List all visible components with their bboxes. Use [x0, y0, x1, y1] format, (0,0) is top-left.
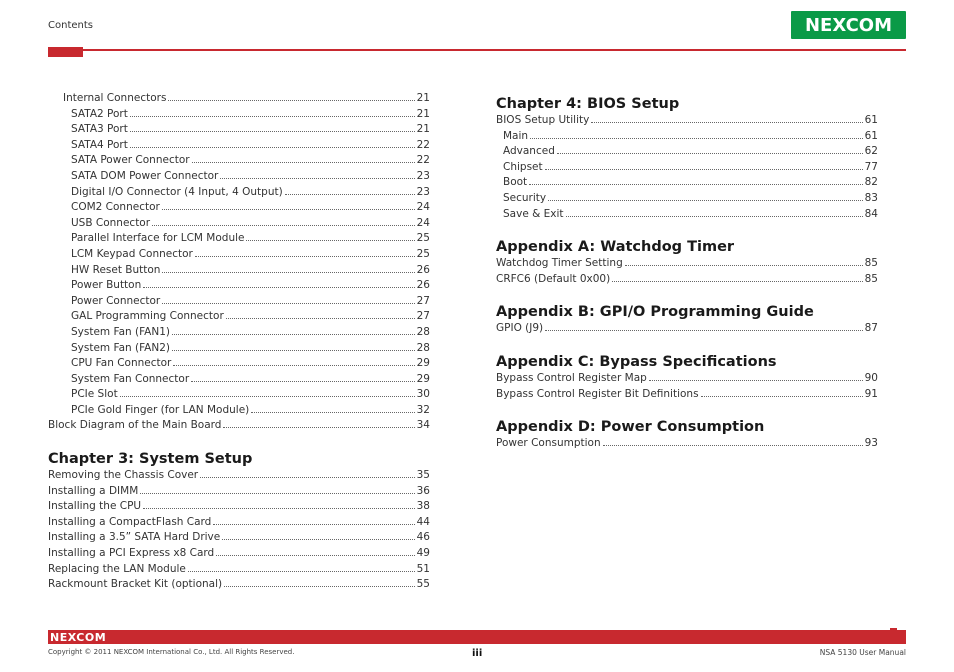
- toc-entry-page: 24: [416, 201, 430, 214]
- toc-entry[interactable]: [48, 170, 430, 186]
- dot-leader: [162, 201, 415, 210]
- toc-entry-title: PCIe Slot: [71, 388, 118, 401]
- toc-entry-page: 29: [416, 372, 430, 385]
- toc-entry-title: USB Connector: [71, 216, 151, 229]
- header-accent-block: [48, 47, 83, 57]
- toc-entry-title: Boot: [503, 176, 528, 189]
- toc-entry-title: COM2 Connector: [71, 201, 160, 214]
- toc-entry[interactable]: [48, 248, 430, 264]
- toc-entry-title: Block Diagram of the Main Board: [48, 419, 222, 432]
- toc-entry-title: Chipset: [503, 160, 543, 173]
- dot-leader: [213, 516, 414, 525]
- dot-leader: [216, 547, 414, 556]
- toc-entry-page: 90: [864, 371, 878, 384]
- toc-entry[interactable]: [48, 295, 430, 311]
- header-divider-line: [83, 49, 906, 51]
- toc-entry-page: 61: [864, 114, 878, 126]
- toc-entry[interactable]: [48, 563, 430, 579]
- toc-entry[interactable]: [496, 176, 878, 192]
- dot-leader: [603, 437, 863, 446]
- toc-entry-page: 25: [416, 247, 430, 260]
- toc-entry[interactable]: [48, 469, 430, 485]
- toc-entry[interactable]: [496, 130, 878, 146]
- toc-entry-title: System Fan (FAN1): [71, 325, 170, 338]
- chapter-heading: Appendix A: Watchdog Timer: [496, 239, 735, 256]
- dot-leader: [545, 322, 862, 331]
- toc-entry-page: 91: [864, 387, 878, 400]
- toc-entry[interactable]: [48, 404, 430, 420]
- toc-entry-page: 28: [416, 341, 430, 354]
- toc-entry[interactable]: [496, 322, 878, 338]
- chapter-heading: Appendix D: Power Consumption: [496, 419, 765, 436]
- toc-entry-title: Internal Connectors: [63, 92, 167, 104]
- nexcom-logo: NEXCOM: [791, 11, 906, 39]
- toc-entry[interactable]: [48, 326, 430, 342]
- chapter-heading: Appendix B: GPI/O Programming Guide: [496, 304, 814, 321]
- toc-entry[interactable]: [48, 154, 430, 170]
- dot-leader: [224, 578, 415, 587]
- toc-entry[interactable]: [48, 201, 430, 217]
- toc-entry[interactable]: [48, 232, 430, 248]
- toc-entry[interactable]: [48, 485, 430, 501]
- dot-leader: [168, 92, 414, 101]
- toc-entry-page: 30: [416, 388, 430, 401]
- dot-leader: [566, 208, 863, 217]
- dot-leader: [143, 500, 415, 509]
- dot-leader: [223, 419, 414, 428]
- toc-entry-title: Security: [503, 191, 547, 204]
- toc-entry-page: 84: [864, 207, 878, 220]
- toc-entry[interactable]: [48, 310, 430, 326]
- toc-entry-title: BIOS Setup Utility: [496, 114, 590, 126]
- toc-entry-page: 38: [416, 500, 430, 513]
- toc-entry-title: System Fan (FAN2): [71, 341, 170, 354]
- toc-entry-title: HW Reset Button: [71, 263, 161, 276]
- toc-entry-page: 32: [416, 403, 430, 416]
- toc-entry[interactable]: [48, 531, 430, 547]
- toc-entry-page: 28: [416, 325, 430, 338]
- toc-entry[interactable]: [496, 145, 878, 161]
- dot-leader: [172, 326, 415, 335]
- dot-leader: [530, 130, 863, 139]
- toc-entry-title: Rackmount Bracket Kit (optional): [48, 578, 223, 591]
- toc-entry-page: 21: [416, 92, 430, 104]
- toc-entry-title: SATA2 Port: [71, 107, 128, 120]
- toc-entry-title: SATA Power Connector: [71, 154, 190, 167]
- dot-leader: [192, 154, 415, 163]
- toc-entry-page: 21: [416, 107, 430, 120]
- toc-entry[interactable]: [48, 92, 430, 108]
- toc-entry-title: Power Button: [71, 279, 142, 292]
- toc-entry-page: 85: [864, 272, 878, 285]
- toc-entry-title: GAL Programming Connector: [71, 310, 224, 323]
- dot-leader: [612, 273, 862, 282]
- dot-leader: [545, 161, 863, 170]
- toc-entry[interactable]: [496, 372, 878, 388]
- dot-leader: [162, 295, 414, 304]
- toc-entry-title: Parallel Interface for LCM Module: [71, 232, 245, 245]
- dot-leader: [188, 563, 415, 572]
- dot-leader: [120, 388, 415, 397]
- toc-entry[interactable]: [48, 578, 430, 594]
- toc-entry-page: 46: [416, 531, 430, 544]
- toc-entry-page: 77: [864, 160, 878, 173]
- toc-entry-title: SATA3 Port: [71, 123, 128, 136]
- dot-leader: [222, 531, 414, 540]
- toc-entry-page: 23: [416, 185, 430, 198]
- toc-entry[interactable]: [48, 419, 430, 435]
- toc-entry[interactable]: [496, 437, 878, 453]
- toc-entry[interactable]: [496, 114, 878, 130]
- copyright-text: Copyright © 2011 NEXCOM International Co., Ltd. All Rights Reserved.: [48, 648, 295, 656]
- dot-leader: [701, 388, 863, 397]
- toc-entry-page: 62: [864, 145, 878, 158]
- dot-leader: [152, 217, 415, 226]
- toc-entry[interactable]: [48, 279, 430, 295]
- toc-entry-title: Installing a PCI Express x8 Card: [48, 547, 215, 560]
- toc-entry-title: Replacing the LAN Module: [48, 562, 186, 575]
- toc-left-column: [48, 92, 430, 594]
- toc-entry-title: Watchdog Timer Setting: [496, 257, 623, 270]
- chapter-heading: Appendix C: Bypass Specifications: [496, 353, 777, 370]
- toc-entry-page: 26: [416, 279, 430, 292]
- toc-entry-page: 21: [416, 123, 430, 136]
- toc-entry[interactable]: [48, 357, 430, 373]
- dot-leader: [130, 139, 415, 148]
- toc-entry[interactable]: [48, 342, 430, 358]
- toc-entry-title: Save & Exit: [503, 207, 564, 220]
- toc-entry-page: 35: [416, 469, 430, 482]
- toc-entry-title: Bypass Control Register Map: [496, 371, 647, 384]
- toc-entry-page: 44: [416, 515, 430, 528]
- toc-entry-page: 27: [416, 294, 430, 307]
- toc-entry-page: 29: [416, 357, 430, 370]
- dot-leader: [220, 170, 414, 179]
- dot-leader: [251, 404, 414, 413]
- toc-entry[interactable]: [48, 217, 430, 233]
- chapter-heading: Chapter 4: BIOS Setup: [496, 96, 680, 112]
- dot-leader: [173, 357, 414, 366]
- toc-entry[interactable]: [48, 547, 430, 563]
- toc-entry-page: 24: [416, 216, 430, 229]
- toc-entry-page: 93: [864, 437, 878, 450]
- toc-entry[interactable]: [48, 373, 430, 389]
- toc-entry-page: 82: [864, 176, 878, 189]
- toc-entry-title: Bypass Control Register Bit Definitions: [496, 387, 699, 400]
- toc-entry-page: 36: [416, 484, 430, 497]
- toc-entry-title: LCM Keypad Connector: [71, 247, 193, 260]
- toc-entry-title: CRFC6 (Default 0x00): [496, 272, 611, 285]
- toc-entry[interactable]: [48, 500, 430, 516]
- toc-entry[interactable]: [48, 388, 430, 404]
- toc-entry-title: Installing a 3.5” SATA Hard Drive: [48, 531, 221, 544]
- toc-entry-title: SATA DOM Power Connector: [71, 169, 219, 182]
- toc-entry-title: Installing the CPU: [48, 500, 142, 513]
- toc-entry-title: Advanced: [503, 145, 555, 158]
- toc-entry[interactable]: [496, 208, 878, 224]
- toc-entry-page: 26: [416, 263, 430, 276]
- toc-entry[interactable]: [48, 186, 430, 202]
- dot-leader: [130, 108, 415, 117]
- toc-entry-page: 87: [864, 322, 878, 335]
- dot-leader: [140, 485, 414, 494]
- toc-entry-page: 22: [416, 154, 430, 167]
- dot-leader: [649, 372, 863, 381]
- dot-leader: [191, 373, 414, 382]
- toc-entry-title: Power Consumption: [496, 437, 601, 450]
- toc-entry-page: 23: [416, 169, 430, 182]
- dot-leader: [557, 145, 863, 154]
- toc-entry-page: 85: [864, 257, 878, 270]
- dot-leader: [195, 248, 415, 257]
- dot-leader: [162, 264, 414, 273]
- dot-leader: [625, 257, 863, 266]
- toc-entry-title: CPU Fan Connector: [71, 357, 172, 370]
- page-number: iii: [472, 648, 483, 659]
- dot-leader: [246, 232, 414, 241]
- toc-entry[interactable]: [48, 139, 430, 155]
- dot-leader: [200, 469, 414, 478]
- toc-entry-page: 49: [416, 547, 430, 560]
- toc-entry[interactable]: [48, 108, 430, 124]
- toc-entry-title: Digital I/O Connector (4 Input, 4 Output): [71, 185, 283, 198]
- dot-leader: [591, 114, 862, 123]
- toc-entry-title: Removing the Chassis Cover: [48, 469, 199, 482]
- toc-entry-page: 83: [864, 191, 878, 204]
- toc-entry-title: System Fan Connector: [71, 372, 190, 385]
- toc-entry[interactable]: [48, 264, 430, 280]
- toc-entry-title: Installing a CompactFlash Card: [48, 515, 212, 528]
- toc-entry-title: Power Connector: [71, 294, 161, 307]
- toc-entry[interactable]: [48, 123, 430, 139]
- dot-leader: [143, 279, 414, 288]
- toc-entry-page: 51: [416, 562, 430, 575]
- toc-right-column: [496, 92, 878, 453]
- chapter-heading: Chapter 3: System Setup: [48, 451, 253, 468]
- toc-entry-title: PCIe Gold Finger (for LAN Module): [71, 403, 250, 416]
- toc-entry-title: SATA4 Port: [71, 138, 128, 151]
- toc-entry[interactable]: [496, 192, 878, 208]
- dot-leader: [529, 176, 862, 185]
- toc-entry-title: GPIO (J9): [496, 322, 544, 335]
- header-section-label: Contents: [48, 20, 93, 31]
- toc-entry-page: 34: [416, 419, 430, 432]
- dot-leader: [172, 342, 415, 351]
- toc-entry-page: 22: [416, 138, 430, 151]
- dot-leader: [285, 186, 415, 195]
- toc-entry[interactable]: [496, 388, 878, 404]
- toc-entry-page: 25: [416, 232, 430, 245]
- footer-logo: NEXCOM: [50, 631, 107, 644]
- toc-entry-title: Main: [503, 129, 529, 142]
- toc-entry-title: Installing a DIMM: [48, 484, 139, 497]
- toc-entry[interactable]: [48, 516, 430, 532]
- manual-title: NSA 5130 User Manual: [819, 648, 906, 657]
- footer-bar: [48, 630, 906, 644]
- toc-entry-page: 27: [416, 310, 430, 323]
- toc-entry[interactable]: [496, 161, 878, 177]
- toc-entry-page: 55: [416, 578, 430, 591]
- dot-leader: [226, 310, 415, 319]
- toc-entry-page: 61: [864, 129, 878, 142]
- toc-entry[interactable]: [496, 257, 878, 273]
- dot-leader: [130, 123, 415, 132]
- toc-entry[interactable]: [496, 273, 878, 289]
- dot-leader: [548, 192, 863, 201]
